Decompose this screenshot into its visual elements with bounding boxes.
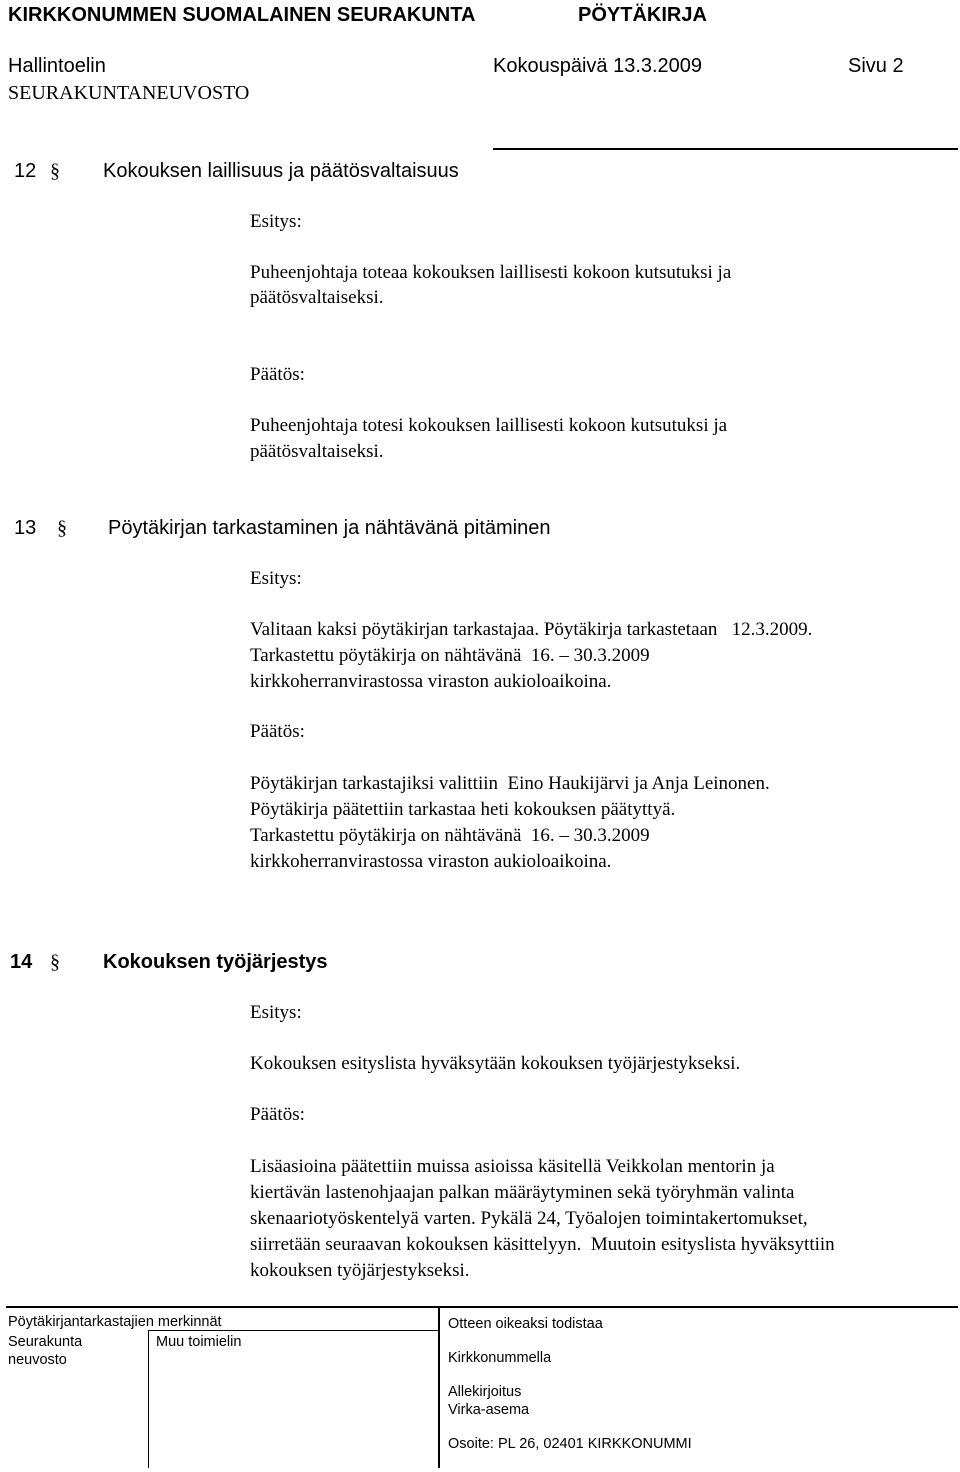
paatos-text-line: kiertävän lastenohjaajan palkan määräytyminen sekä työryhmän valinta: [250, 1182, 795, 1203]
paatos-text-line: Lisäasioina päätettiin muissa asioissa käsitellä Veikkolan mentorin ja: [250, 1156, 775, 1177]
paatos-text-line: skenaariotyöskentelyä varten. Pykälä 24, Työalojen toimintakertomukset,: [250, 1208, 808, 1229]
esitys-label: Esitys:: [250, 211, 302, 232]
section-title: Kokouksen laillisuus ja päätösvaltaisuus: [103, 160, 459, 182]
paatos-label: Päätös:: [250, 1104, 305, 1125]
esitys-text-line: Puheenjohtaja toteaa kokouksen laillisesti kokoon kutsutuksi ja: [250, 262, 732, 283]
paatos-text-line: kirkkoherranvirastossa viraston aukioloaikoina.: [250, 851, 612, 872]
paatos-text-line: Puheenjohtaja totesi kokouksen laillisesti kokoon kutsutuksi ja: [250, 415, 728, 436]
council-column-label: Seurakunta: [8, 1334, 83, 1350]
section-symbol: §: [50, 160, 60, 182]
section-title: Kokouksen työjärjestys: [103, 951, 328, 973]
certified-copy-label: Otteen oikeaksi todistaa: [448, 1316, 603, 1332]
paatos-text-line: päätösvaltaiseksi.: [250, 441, 384, 462]
paatos-label: Päätös:: [250, 721, 305, 742]
section-title: Pöytäkirjan tarkastaminen ja nähtävänä pitäminen: [108, 517, 551, 539]
council-column-label-cont: neuvosto: [8, 1352, 67, 1368]
section-number: 13: [14, 517, 37, 539]
council-name: SEURAKUNTANEUVOSTO: [8, 82, 250, 104]
footer-inner-rule: [148, 1330, 438, 1331]
footer-center-divider: [438, 1306, 440, 1468]
organization-name: KIRKKONUMMEN SUOMALAINEN SEURAKUNTA: [8, 4, 476, 26]
esitys-text-line: kirkkoherranvirastossa viraston aukioloaikoina.: [250, 671, 612, 692]
esitys-label: Esitys:: [250, 1002, 302, 1023]
section-symbol: §: [50, 951, 60, 973]
paatos-text-line: Pöytäkirja päätettiin tarkastaa heti kokouksen päätyttyä.: [250, 799, 676, 820]
paatos-text-line: kokouksen työjärjestykseksi.: [250, 1260, 470, 1281]
footer-column-divider: [148, 1330, 149, 1468]
signature-label: Allekirjoitus: [448, 1384, 522, 1400]
paatos-text-line: Pöytäkirjan tarkastajiksi valittiin Eino Haukijärvi ja Anja Leinonen.: [250, 773, 770, 794]
meeting-date: Kokouspäivä 13.3.2009: [493, 55, 703, 77]
esitys-text-line: Valitaan kaksi pöytäkirjan tarkastajaa. Pöytäkirja tarkastetaan 12.3.2009.: [250, 619, 813, 640]
document-type: PÖYTÄKIRJA: [578, 4, 707, 26]
esitys-text-line: päätösvaltaiseksi.: [250, 287, 384, 308]
address-label: Osoite: PL 26, 02401 KIRKKONUMMI: [448, 1436, 692, 1452]
esitys-label: Esitys:: [250, 568, 302, 589]
paatos-label: Päätös:: [250, 364, 305, 385]
page-number: Sivu 2: [848, 55, 904, 77]
esitys-text-line: Tarkastettu pöytäkirja on nähtävänä 16. – 30.3.2009: [250, 645, 650, 666]
paatos-text-line: Tarkastettu pöytäkirja on nähtävänä 16. – 30.3.2009: [250, 825, 650, 846]
position-label: Virka-asema: [448, 1402, 530, 1418]
header-rule: [493, 148, 958, 150]
section-symbol: §: [57, 517, 67, 539]
place-label: Kirkkonummella: [448, 1350, 552, 1366]
paatos-text-line: siirretään seuraavan kokouksen käsittelyyn. Muutoin esityslista hyväksyttiin: [250, 1234, 835, 1255]
section-number: 12: [14, 160, 37, 182]
other-body-column-label: Muu toimielin: [156, 1334, 242, 1350]
governing-body-label: Hallintoelin: [8, 55, 106, 77]
footer-top-rule: [6, 1306, 958, 1308]
esitys-text-line: Kokouksen esityslista hyväksytään kokouksen työjärjestykseksi.: [250, 1053, 741, 1074]
markings-title: Pöytäkirjantarkastajien merkinnät: [8, 1314, 222, 1330]
section-number: 14: [10, 951, 33, 973]
